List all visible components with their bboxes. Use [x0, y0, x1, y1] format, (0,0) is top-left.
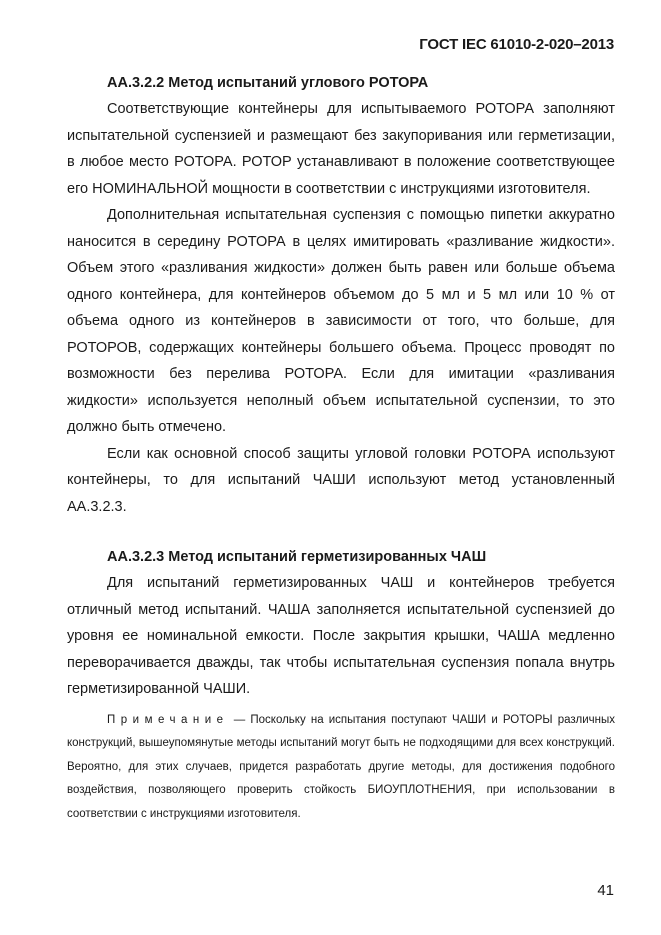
paragraph: Дополнительная испытательная суспензия с помощью пипетки аккуратно наносится в середину РОТОРА в целях имитировать «разливание жидкости». Объем этого «разливания жидкости» должен быть равен или больше объема одного контейнера, для контейнеров объемом до 5 мл и 5 мл или 10 % от объема одного из контейнеров в зависимости от того, что больше, для РОТОРОВ, содержащих контейнеры большего объема. Процесс проводят по возможности без перелива РОТОРА. Если для имитации «разливания жидкости» используется неполный объем испытательной суспензии, то это должно быть отмечено. — [67, 207, 615, 435]
note — [67, 709, 615, 827]
note-text: Поскольку на испытания поступают ЧАШИ и РОТОРЫ различных конструкций, вышеупомянутые методы испытаний могут быть не подходящими для всех конструкций. Вероятно, для этих случаев, придется разработать другие методы, для достижения подобного воздействия, позволяющего проверить стойкость БИОУПЛОТНЕНИЯ, при использовании в соответствии с инструкциями изготовителя. — [67, 713, 615, 820]
paragraph: Для испытаний герметизированных ЧАШ и контейнеров требуется отличный метод испытаний. ЧАША заполняется испытательной суспензией до уровня ее номинальной емкости. После закрытия крышки, ЧАША медленно переворачивается дважды, так чтобы испытательная суспензия попала внутрь герметизированной ЧАШИ. — [67, 575, 615, 697]
paragraph: Если как основной способ защиты угловой головки РОТОРА используют контейнеры, то для испытаний ЧАШИ используют метод установленный АА.3.2.3. — [67, 445, 615, 515]
paragraph: Соответствующие контейнеры для испытываемого РОТОРА заполняют испытательной суспензией и размещают без закупоривания или герметизации, в любое место РОТОРА. РОТОР устанавливают в положение соответствующее его НОМИНАЛЬНОЙ мощности в соответствии с инструкциями изготовителя. — [67, 101, 615, 197]
document-header: ГОСТ IEC 61010-2-020–2013 — [419, 36, 614, 53]
section-heading-aa-3-2-3: АА.3.2.3 Метод испытаний герметизированных ЧАШ — [107, 549, 487, 565]
page-number: 41 — [597, 882, 614, 899]
note-dash: — — [228, 713, 251, 726]
page-content — [67, 70, 615, 826]
section-heading-aa-3-2-2: АА.3.2.2 Метод испытаний углового РОТОРА — [107, 75, 429, 91]
note-label: Примечание — [107, 713, 229, 726]
section-spacer — [67, 520, 615, 544]
